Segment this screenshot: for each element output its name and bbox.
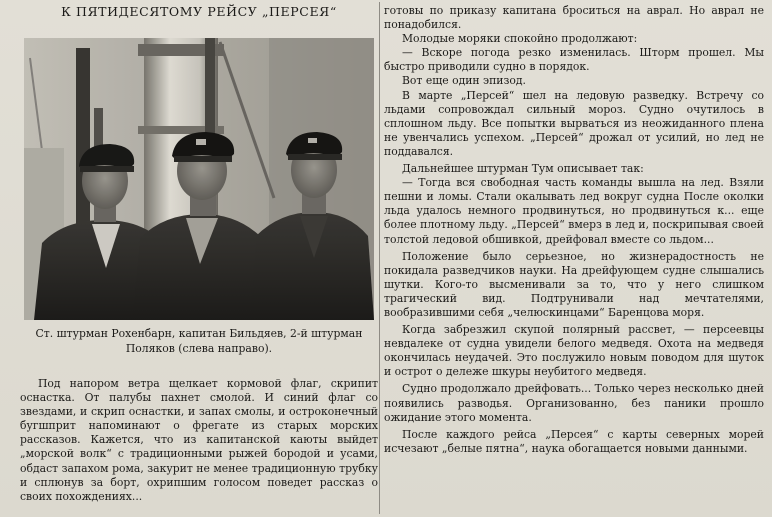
paragraph: Вот еще один эпизод. [402, 74, 526, 88]
paragraph: Когда забрезжил скупой полярный рассвет, — персеевцы невдалеке от судна увидели белого медведя. Охота на медведя окончилась неудачей. Это послужило новым поводом для шуток и острот о дележе шкуры неубитого медведя. [384, 323, 764, 379]
paragraph: Молодые моряки спокойно продолжают: [402, 32, 638, 46]
photo-caption: Ст. штурман Рохенбарн, капитан Бильдяев, 2-й штурман Поляков (слева направо). [35, 327, 363, 355]
paragraph: Положение было серьезное, но жизнерадостность не покидала разведчиков науки. На дрейфующем судне слышались шутки. Кого-то высменивали за то, что у него слишком трагический вид. Подтрунивали над мечтателями, вообразившими себя „челюскинцами“ Баренцова моря. [384, 249, 764, 319]
right-column-text [384, 4, 764, 456]
paragraph: готовы по приказу капитана броситься на аврал. Но аврал не понадобился. [384, 4, 764, 32]
paragraph: Дальнейшее штурман Тум описывает так: [402, 162, 644, 176]
article-headline: К ПЯТИДЕСЯТОМУ РЕЙСУ „ПЕРСЕЯ“ [61, 4, 337, 19]
column-divider [379, 2, 380, 514]
paragraph: В марте „Персей“ шел на ледовую разведку. Встречу со льдами сопровождал сильный мороз. Судно очутилось в сплошном льду. Все попытки вырваться из неожиданного плена не увенчались успехом. „Персей“ дрожал от усилий, но лед не поддавался. [384, 88, 764, 158]
paragraph: После каждого рейса „Персея“ с карты северных морей исчезают „белые пятна“, наука обогащается новыми данными. [384, 427, 764, 455]
crew-photo [24, 38, 374, 320]
paragraph: — Вскоре погода резко изменилась. Шторм прошел. Мы быстро приводили судно в порядок. [384, 46, 764, 74]
paragraph: Под напором ветра щелкает кормовой флаг, скрипит оснастка. От палубы пахнет смолой. И синий флаг со звездами, и скрип оснастки, и запах смолы, и остроконечный бугшприт напоминают о фрегате из старых морских рассказов. Кажется, что из капитанской каюты выйдет „морской волк“ с традиционными рыжей бородой и усами, обдаст запахом рома, закурит не менее традиционную трубку и сплюнув за борт, охрипшим голосом поведет рассказ о своих похождениях... [20, 377, 378, 503]
paragraph: Судно продолжало дрейфовать... Только через несколько дней появились разводья. Организованно, без паники прошло ожидание этого момента. [384, 382, 764, 424]
left-column-text [20, 377, 378, 504]
paragraph: — Тогда вся свободная часть команды вышла на лед. Взяли пешни и ломы. Стали окалывать лед вокруг судна После околки льда удалось немного продвинуться, но продвинуться к... еще более плотному льду. „Персей“ вмерз в лед и, поскрипывая своей толстой ледовой обшивкой, дрейфовал вместе со льдом... [384, 176, 764, 246]
